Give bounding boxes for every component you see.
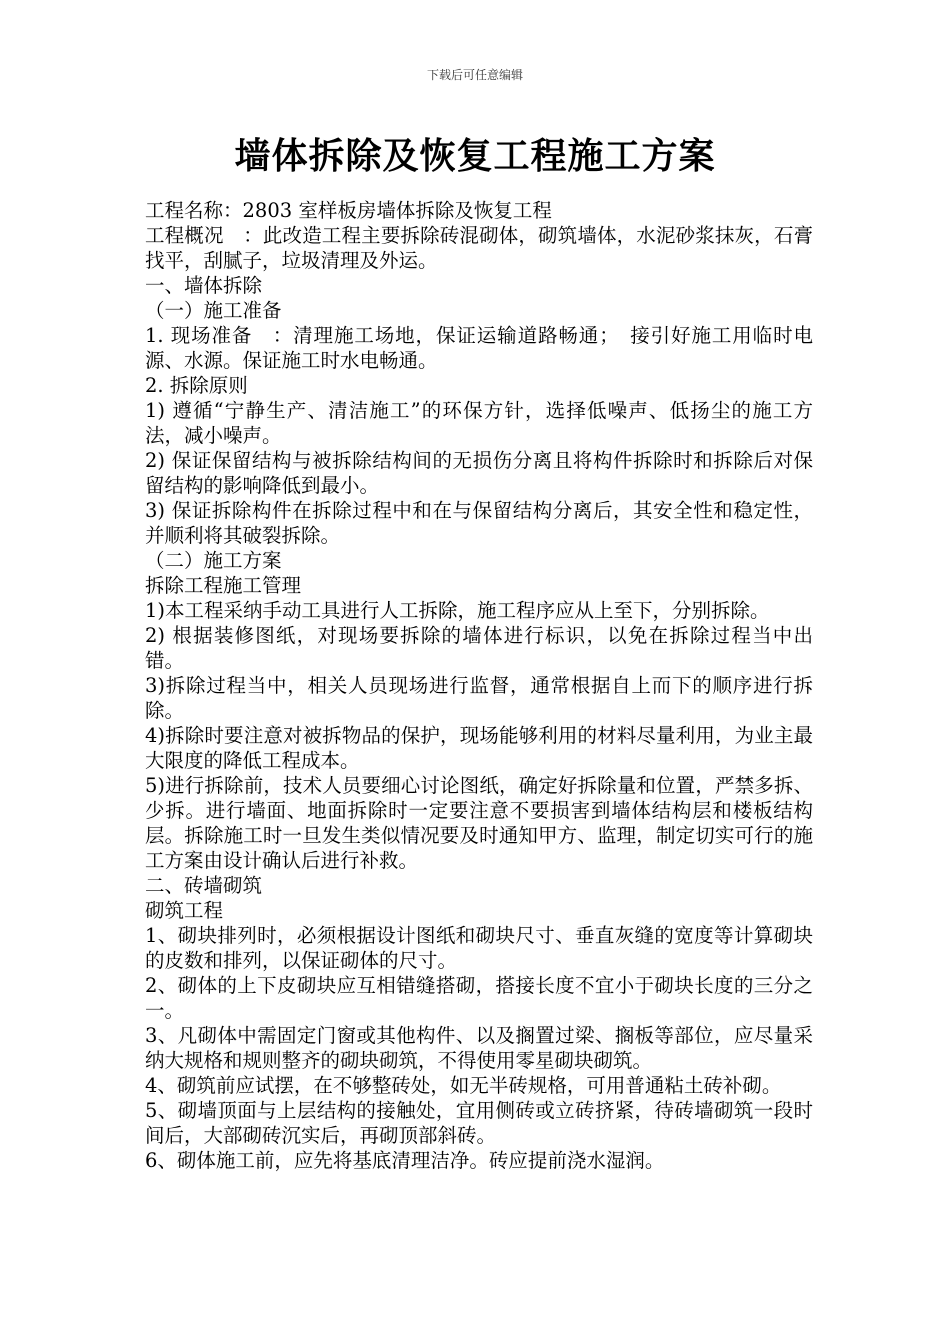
header-note: 下载后可任意编辑 (426, 68, 523, 82)
paragraph: 3) 保证拆除构件在拆除过程中和在与保留结构分离后，其安全性和稳定性，并顺利将其破裂拆除。 (145, 499, 813, 547)
paragraph: 拆除工程施工管理 (145, 574, 302, 597)
project-name: 工程名称：2803 室样板房墙体拆除及恢复工程 (145, 199, 552, 222)
paragraph: 3、凡砌体中需固定门窗或其他构件、以及搁置过梁、搁板等部位，应尽量采纳大规格和规则整齐的砌块砌筑，不得使用零星砌块砌筑。 (145, 1024, 813, 1072)
paragraph: 5)进行拆除前，技术人员要细心讨论图纸，确定好拆除量和位置，严禁多拆、少拆。进行墙面、地面拆除时一定要注意不要损害到墙体结构层和楼板结构层。拆除施工时一旦发生类似情况要及时通知甲方、监理，制定切实可行的施工方案由设计确认后进行补救。 (145, 774, 813, 872)
paragraph: 1) 遵循“宁静生产、清洁施工”的环保方针，选择低噪声、低扬尘的施工方法，减小噪声。 (145, 399, 813, 447)
document-title: 墙体拆除及恢复工程施工方案 (234, 135, 716, 177)
paragraph: 1. 现场准备 ：清理施工场地，保证运输道路畅通； 接引好施工用临时电源、水源。保证施工时水电畅通。 (145, 324, 813, 372)
paragraph: 2) 保证保留结构与被拆除结构间的无损伤分离且将构件拆除时和拆除后对保留结构的影响降低到最小。 (145, 449, 813, 497)
paragraph: 2、砌体的上下皮砌块应互相错缝搭砌，搭接长度不宜小于砌块长度的三分之一。 (145, 974, 813, 1022)
paragraph: 4、砌筑前应试摆，在不够整砖处，如无半砖规格，可用普通粘土砖补砌。 (145, 1074, 782, 1097)
paragraph: 砌筑工程 (145, 899, 224, 922)
section-heading: 一、墙体拆除 (145, 274, 263, 297)
paragraph: 2. 拆除原则 (145, 374, 248, 397)
document-body (145, 198, 813, 1173)
paragraph: 5、砌墙顶面与上层结构的接触处，宜用侧砖或立砖挤紧，待砖墙砌筑一段时间后，大部砌砖沉实后，再砌顶部斜砖。 (145, 1099, 813, 1147)
subsection-heading: （二）施工方案 (145, 549, 282, 572)
paragraph: 6、砌体施工前，应先将基底清理洁净。砖应提前浇水湿润。 (145, 1149, 665, 1172)
paragraph: 2) 根据装修图纸，对现场要拆除的墙体进行标识，以免在拆除过程当中出错。 (145, 624, 813, 672)
paragraph: 3)拆除过程当中，相关人员现场进行监督，通常根据自上而下的顺序进行拆除。 (145, 674, 813, 722)
section-heading: 二、砖墙砌筑 (145, 874, 263, 897)
paragraph: 1、砌块排列时，必须根据设计图纸和砌块尺寸、垂直灰缝的宽度等计算砌块的皮数和排列，以保证砌体的尺寸。 (145, 924, 813, 972)
paragraph: 1)本工程采纳手动工具进行人工拆除，施工程序应从上至下，分别拆除。 (145, 599, 770, 622)
paragraph: 4)拆除时要注意对被拆物品的保护，现场能够利用的材料尽量利用，为业主最大限度的降低工程成本。 (145, 724, 813, 772)
subsection-heading: （一）施工准备 (145, 299, 282, 322)
project-overview: 工程概况 ：此改造工程主要拆除砖混砌体，砌筑墙体，水泥砂浆抹灰，石膏找平，刮腻子，垃圾清理及外运。 (145, 224, 813, 272)
